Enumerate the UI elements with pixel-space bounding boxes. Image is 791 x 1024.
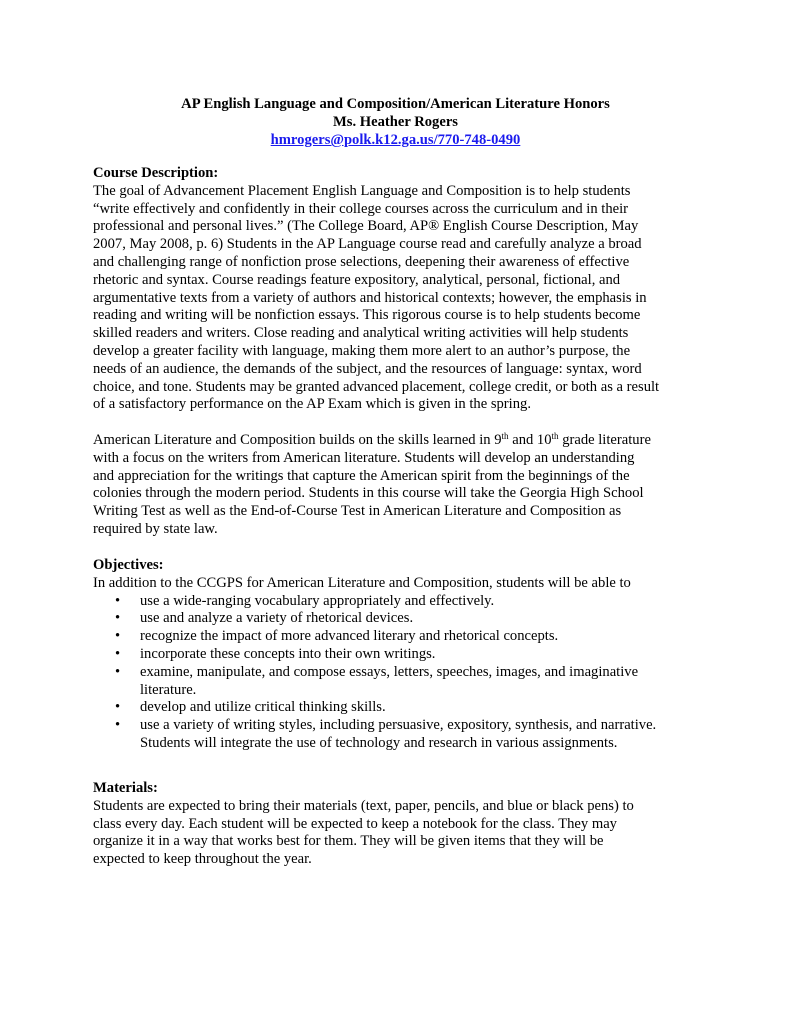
text-line: skilled readers and writers. Close reading and analytical writing activities will help students [93,325,629,342]
objective-item [93,717,713,753]
text-line: of a satisfactory performance on the AP Exam which is given in the spring. [93,396,531,413]
bullet-icon: • [115,645,121,662]
course-description-paragraph-1 [93,183,713,414]
text-line: and challenging range of nonfiction prose selections, deepening their awareness of effective [93,253,630,270]
objective-text: recognize the impact of more advanced literary and rhetorical concepts. [140,628,559,645]
objective-item [93,664,713,700]
course-title: AP English Language and Composition/American Literature Honors [181,96,610,112]
materials-section [93,780,713,869]
objective-item [93,628,713,646]
objective-text: literature. [140,681,197,698]
text-line: with a focus on the writers from American literature. Students will develop an understanding [93,449,635,466]
text-line: professional and personal lives.” (The College Board, AP® English Course Description, May [93,218,639,235]
text-line: The goal of Advancement Placement English Language and Composition is to help students [93,182,631,199]
objective-item [93,593,713,611]
course-description-paragraph-2 [93,432,713,539]
text-line: reading and writing will be nonfiction essays. This rigorous course is to help students become [93,307,641,324]
text-line: develop a greater facility with language, making them more alert to an author’s purpose, the [93,342,631,359]
text-line: Students are expected to bring their materials (text, paper, pencils, and blue or black pens) to [93,797,634,814]
objective-item [93,699,713,717]
text-line: Writing Test as well as the End-of-Course Test in American Literature and Composition as [93,503,622,520]
text-line: expected to keep throughout the year. [93,851,312,868]
text-line: needs of an audience, the demands of the subject, and the resources of language: syntax, word [93,360,642,377]
course-description-heading: Course Description: [93,165,219,181]
course-description-section [93,165,713,414]
bullet-icon: • [115,699,121,716]
bullet-icon: • [115,628,121,645]
objectives-intro: In addition to the CCGPS for American Literature and Composition, students will be able to [93,574,631,591]
objective-text: use a wide-ranging vocabulary appropriately and effectively. [140,592,495,609]
objective-text: examine, manipulate, and compose essays, letters, speeches, images, and imaginative [140,663,639,680]
objective-text: incorporate these concepts into their own writings. [140,645,436,662]
text-line: 2007, May 2008, p. 6) Students in the AP Language course read and carefully analyze a broad [93,236,642,253]
objectives-heading: Objectives: [93,557,164,573]
objective-item [93,646,713,664]
bullet-icon: • [115,592,121,609]
text-line: argumentative texts from a variety of authors and historical contexts; however, the emphasis in [93,289,647,306]
text-line: organize it in a way that works best for them. They will be given items that they will be [93,833,604,850]
text-line: required by state law. [93,520,218,537]
objective-text: use and analyze a variety of rhetorical devices. [140,610,414,627]
text-line: colonies through the modern period. Students in this course will take the Georgia High School [93,485,644,502]
objectives-section [93,557,713,753]
teacher-name: Ms. Heather Rogers [333,114,458,130]
paragraph-2-first-line: American Literature and Composition builds on the skills learned in 9th and 10th grade literature [93,431,651,448]
text-line: class every day. Each student will be expected to keep a notebook for the class. They may [93,815,617,832]
materials-paragraph [93,798,713,869]
objective-text: use a variety of writing styles, including persuasive, expository, synthesis, and narrative. [140,717,657,734]
objective-text: Students will integrate the use of technology and research in various assignments. [140,734,618,751]
objective-item [93,610,713,628]
text-line: rhetoric and syntax. Course readings feature expository, analytical, personal, fictional, and [93,271,621,288]
document-header [0,95,791,149]
bullet-icon: • [115,610,121,627]
objectives-list [93,593,713,753]
materials-heading: Materials: [93,780,158,796]
objective-text: develop and utilize critical thinking skills. [140,699,386,716]
text-line: choice, and tone. Students may be granted advanced placement, college credit, or both as a result [93,378,660,395]
text-line: and appreciation for the writings that capture the American spirit from the beginnings of the [93,467,630,484]
bullet-icon: • [115,663,121,680]
bullet-icon: • [115,717,121,734]
contact-link[interactable]: hmrogers@polk.k12.ga.us/770-748-0490 [270,132,521,148]
text-line: “write effectively and confidently in their college courses across the curriculum and in their [93,200,629,217]
